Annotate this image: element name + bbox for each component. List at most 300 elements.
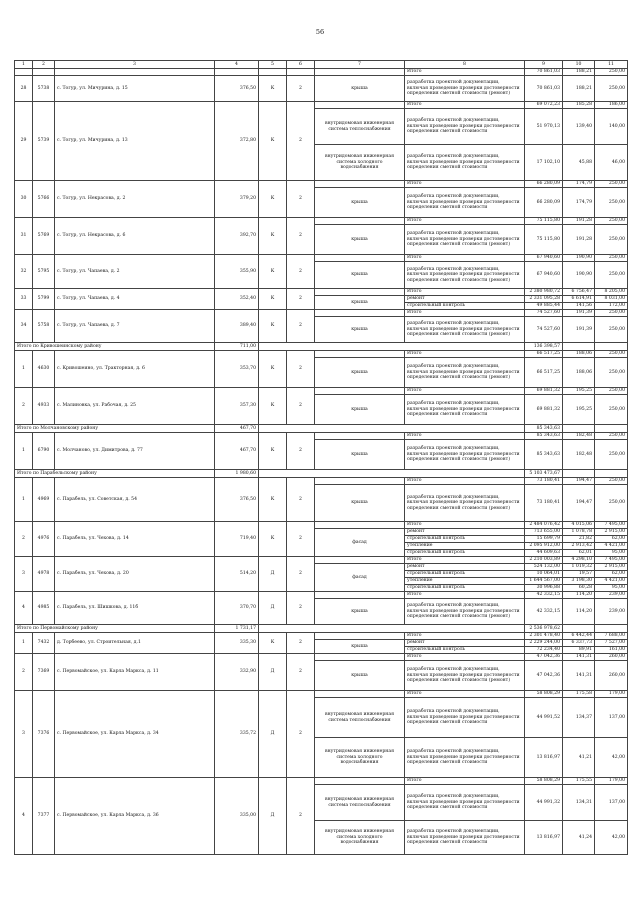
district-total-area: 467,70 [215, 425, 259, 433]
repair-system [315, 522, 405, 529]
floor-count: 2 [287, 351, 315, 388]
unit-cost: 6 756,47 [563, 289, 595, 296]
house-code: 4933 [33, 388, 55, 425]
house-area: 389,40 [215, 310, 259, 343]
district-total-sum: 5 103 473,67 [525, 470, 563, 478]
table-row [15, 522, 628, 529]
column-number-cell: 1 [15, 61, 33, 69]
repair-system [315, 478, 405, 485]
cost-limit: 250,00 [595, 310, 628, 317]
row-number: 31 [15, 218, 33, 255]
district-total-label: Итого по Парабельскому району [15, 470, 215, 478]
total-cost: 2 229 244,00 [525, 640, 563, 647]
house-class: Д [259, 654, 287, 691]
work-type: Итого [405, 433, 525, 440]
work-type: разработка проектной документации, включая проведение проверки достоверности определения сметной стоимости [405, 188, 525, 218]
house-address [55, 69, 215, 76]
unit-cost: 175,55 [563, 778, 595, 785]
house-code: 7377 [33, 778, 55, 855]
cost-limit: 62,00 [595, 571, 628, 578]
floor-count: 2 [287, 592, 315, 625]
house-code: 7432 [33, 633, 55, 654]
cost-limit: 250,00 [595, 351, 628, 358]
total-cost: 42 332,15 [525, 599, 563, 625]
unit-cost: 141,31 [563, 661, 595, 691]
row-number: 33 [15, 289, 33, 310]
cost-limit: 137,00 [595, 698, 628, 738]
house-class [259, 69, 287, 76]
total-cost: 73 180,41 [525, 485, 563, 522]
work-type: Итого [405, 102, 525, 109]
table-row [15, 255, 628, 262]
district-total-sum: 2 536 978,62 [525, 625, 563, 633]
unit-cost: 134,31 [563, 785, 595, 821]
unit-cost: 190,90 [563, 255, 595, 262]
empty-cell [595, 343, 628, 351]
work-type: ремонт [405, 529, 525, 536]
work-type: Итого [405, 351, 525, 358]
unit-cost: 41,24 [563, 821, 595, 855]
repair-system: крыша [315, 225, 405, 255]
repair-system [315, 388, 405, 395]
repair-system [315, 255, 405, 262]
row-number: 29 [15, 102, 33, 181]
repair-system: крыша [315, 262, 405, 289]
floor-count: 2 [287, 557, 315, 592]
total-cost: 2 331 095,28 [525, 296, 563, 303]
total-cost: 524 132,00 [525, 564, 563, 571]
unit-cost: 114,20 [563, 592, 595, 599]
cost-limit: 42,00 [595, 821, 628, 855]
table-row [15, 69, 628, 76]
repair-system: крыша [315, 76, 405, 102]
repair-system: крыша [315, 485, 405, 522]
total-cost: 70 861,03 [525, 76, 563, 102]
repair-system: внутридомовая инженерная система теплоснабжения [315, 109, 405, 145]
total-cost: 15 699,79 [525, 536, 563, 543]
district-total-sum: 85 343,63 [525, 425, 563, 433]
unit-cost: 182,48 [563, 440, 595, 470]
work-type: строительный контроль [405, 647, 525, 654]
repair-system: крыша [315, 358, 405, 388]
cost-limit: 250,00 [595, 255, 628, 262]
house-area: 335,72 [215, 691, 259, 778]
table-row [15, 181, 628, 188]
column-number-cell: 4 [215, 61, 259, 69]
empty-cell [595, 625, 628, 633]
district-total-label: Итого по Первомайскому району [15, 625, 215, 633]
unit-cost: 2 913,42 [563, 543, 595, 550]
house-area [215, 69, 259, 76]
total-cost: 75 115,80 [525, 225, 563, 255]
unit-cost: 4 015,06 [563, 522, 595, 529]
total-cost: 2 301 478,40 [525, 633, 563, 640]
empty-cell [595, 425, 628, 433]
house-code: 4630 [33, 351, 55, 388]
total-cost: 69 881,32 [525, 388, 563, 395]
row-number: 3 [15, 691, 33, 778]
house-area: 335,30 [215, 633, 259, 654]
unit-cost: 175,58 [563, 691, 595, 698]
work-type: разработка проектной документации, включая проведение проверки достоверности определения сметной стоимости [405, 109, 525, 145]
total-cost: 74 527,60 [525, 317, 563, 343]
cost-limit: 161,00 [595, 647, 628, 654]
repair-system [315, 633, 405, 640]
work-type: строительный контроль [405, 571, 525, 578]
empty-cell [259, 625, 525, 633]
table-row [15, 310, 628, 317]
house-code: 5766 [33, 181, 55, 218]
house-area: 353,70 [215, 351, 259, 388]
house-code: 6790 [33, 433, 55, 470]
work-type: Итого [405, 388, 525, 395]
cost-limit: 250,00 [595, 76, 628, 102]
unit-cost: 1 019,32 [563, 564, 595, 571]
table-row [15, 102, 628, 109]
work-type: строительный контроль [405, 536, 525, 543]
unit-cost: 3 198,30 [563, 578, 595, 585]
floor-count: 2 [287, 218, 315, 255]
unit-cost: 6 337,73 [563, 640, 595, 647]
cost-limit: 4 421,00 [595, 578, 628, 585]
work-type: разработка проектной документации, включая проведение проверки достоверности определения сметной стоимости [405, 145, 525, 181]
repair-system: внутридомовая инженерная система теплоснабжения [315, 698, 405, 738]
work-type: разработка проектной документации, включая проведение проверки достоверности определения сметной стоимости [405, 821, 525, 855]
house-address: с. Парабель, ул. Советская, д. 54 [55, 478, 215, 522]
house-address: с. Парабель, ул. Чехова, д. 20 [55, 557, 215, 592]
cost-limit: 179,00 [595, 691, 628, 698]
unit-cost: 190,90 [563, 262, 595, 289]
house-area: 379,20 [215, 181, 259, 218]
house-address: с. Кривошеино, ул. Тракторная, д. 6 [55, 351, 215, 388]
row-number: 2 [15, 522, 33, 557]
column-number-cell: 3 [55, 61, 215, 69]
house-class: К [259, 388, 287, 425]
district-total-row [15, 425, 628, 433]
floor-count: 2 [287, 478, 315, 522]
district-total-area: 1 731,17 [215, 625, 259, 633]
house-area: 370,70 [215, 592, 259, 625]
cost-limit: 7 527,00 [595, 640, 628, 647]
district-total-label: Итого по Кривошеинскому району [15, 343, 215, 351]
house-area: 355,90 [215, 255, 259, 289]
repair-system [315, 592, 405, 599]
total-cost: 2 095 912,00 [525, 543, 563, 550]
district-total-row [15, 343, 628, 351]
house-area: 335,00 [215, 778, 259, 855]
cost-limit: 140,00 [595, 109, 628, 145]
work-type: разработка проектной документации, включая проведение проверки достоверности определения сметной стоимости [405, 395, 525, 425]
work-type: разработка проектной документации, включая проведение проверки достоверности определения сметной стоимости (ремонт) [405, 76, 525, 102]
cost-limit: 250,00 [595, 440, 628, 470]
house-code: 5799 [33, 289, 55, 310]
repair-system: крыша [315, 440, 405, 470]
unit-cost: 174,79 [563, 188, 595, 218]
floor-count: 2 [287, 289, 315, 310]
repair-system: крыша [315, 296, 405, 310]
total-cost: 42 332,15 [525, 592, 563, 599]
column-number-cell: 8 [405, 61, 525, 69]
unit-cost: 60,28 [563, 585, 595, 592]
table-row [15, 592, 628, 599]
work-type: Итого [405, 478, 525, 485]
cost-limit: 250,00 [595, 188, 628, 218]
unit-cost: 114,20 [563, 599, 595, 625]
cost-limit: 239,00 [595, 599, 628, 625]
repair-system [315, 102, 405, 109]
floor-count: 2 [287, 76, 315, 102]
repair-system: внутридомовая инженерная система холодного водоснабжения [315, 821, 405, 855]
unit-cost: 191,39 [563, 317, 595, 343]
house-address: д. Торбеево, ул. Строительная, д.1 [55, 633, 215, 654]
work-type: Итого [405, 592, 525, 599]
house-address: с. Первомайское, ул. Карла Маркса, д. 34 [55, 691, 215, 778]
house-address: с. Первомайское, ул. Карла Маркса, д. 11 [55, 654, 215, 691]
house-class: К [259, 433, 287, 470]
unit-cost: 191,39 [563, 310, 595, 317]
total-cost: 2 210 003,89 [525, 557, 563, 564]
house-area: 352,40 [215, 289, 259, 310]
work-type: ремонт [405, 640, 525, 647]
cost-limit: 179,00 [595, 778, 628, 785]
repair-system: внутридомовая инженерная система теплоснабжения [315, 785, 405, 821]
repair-system: внутридомовая инженерная система холодного водоснабжения [315, 738, 405, 778]
unit-cost: 194,47 [563, 478, 595, 485]
house-code: 5769 [33, 218, 55, 255]
house-area: 467,70 [215, 433, 259, 470]
table-row [15, 478, 628, 485]
repair-system: крыша [315, 188, 405, 218]
cost-limit: 250,00 [595, 485, 628, 522]
cost-limit: 4 421,00 [595, 543, 628, 550]
house-address: с. Парабель, ул. Чехова, д. 14 [55, 522, 215, 557]
floor-count: 2 [287, 181, 315, 218]
house-class: Д [259, 691, 287, 778]
total-cost: 69 881,32 [525, 395, 563, 425]
unit-cost: 89,91 [563, 647, 595, 654]
table-row [15, 654, 628, 661]
table-row [15, 76, 628, 102]
unit-cost: 141,31 [563, 654, 595, 661]
house-class: К [259, 633, 287, 654]
row-number: 32 [15, 255, 33, 289]
house-class: К [259, 181, 287, 218]
unit-cost: 4 298,10 [563, 557, 595, 564]
unit-cost: 185,28 [563, 102, 595, 109]
district-total-row [15, 625, 628, 633]
unit-cost: 195,25 [563, 388, 595, 395]
unit-cost: 141,56 [563, 303, 595, 310]
total-cost: 67 940,60 [525, 262, 563, 289]
house-code: 4978 [33, 557, 55, 592]
unit-cost: 182,48 [563, 433, 595, 440]
row-number [15, 69, 33, 76]
repair-system: крыша [315, 661, 405, 691]
cost-limit: 95,00 [595, 585, 628, 592]
work-type: разработка проектной документации, включая проведение проверки достоверности определения сметной стоимости (ремонт) [405, 358, 525, 388]
total-cost: 47 042,36 [525, 654, 563, 661]
cost-limit: 2 915,00 [595, 529, 628, 536]
table-row [15, 289, 628, 296]
total-cost: 713 655,00 [525, 529, 563, 536]
work-type: разработка проектной документации, включая проведение проверки достоверности определения сметной стоимости (ремонт) [405, 317, 525, 343]
work-type: разработка проектной документации, включая проведение проверки достоверности определения сметной стоимости (ремонт) [405, 485, 525, 522]
unit-cost: 134,37 [563, 698, 595, 738]
total-cost: 2 484 076,42 [525, 522, 563, 529]
work-type: Итого [405, 557, 525, 564]
house-code: 5795 [33, 255, 55, 289]
unit-cost: 195,25 [563, 395, 595, 425]
total-cost: 30 996,88 [525, 585, 563, 592]
column-number-cell: 6 [287, 61, 315, 69]
house-area: 332,90 [215, 654, 259, 691]
total-cost: 58 808,29 [525, 691, 563, 698]
table-row [15, 388, 628, 395]
district-total-label: Итого по Молчановскому району [15, 425, 215, 433]
row-number: 2 [15, 388, 33, 425]
house-address: с. Тогур, ул. Мичурина, д. 13 [55, 102, 215, 181]
column-number-cell: 11 [595, 61, 628, 69]
house-class: Д [259, 778, 287, 855]
cost-limit: 137,00 [595, 785, 628, 821]
empty-cell [563, 625, 595, 633]
row-number: 1 [15, 478, 33, 522]
row-number: 28 [15, 76, 33, 102]
floor-count: 2 [287, 522, 315, 557]
floor-count: 2 [287, 310, 315, 343]
table-row [15, 778, 628, 785]
empty-cell [259, 425, 525, 433]
house-code: 4969 [33, 478, 55, 522]
row-number: 1 [15, 351, 33, 388]
work-type: Итого [405, 654, 525, 661]
total-cost: 51 970,13 [525, 109, 563, 145]
house-address: с. Тогур, ул. Некрасова, д. 2 [55, 181, 215, 218]
total-cost: 49 885,44 [525, 303, 563, 310]
house-address: с. Тогур, ул. Чапаева, д. 4 [55, 289, 215, 310]
row-number: 1 [15, 633, 33, 654]
floor-count: 2 [287, 388, 315, 425]
total-cost: 1 644 567,00 [525, 578, 563, 585]
cost-limit: 8 205,00 [595, 289, 628, 296]
floor-count: 2 [287, 255, 315, 289]
district-total-area: 1 980,60 [215, 470, 259, 478]
repair-system [315, 654, 405, 661]
house-class: К [259, 310, 287, 343]
house-area: 357,30 [215, 388, 259, 425]
total-cost: 44 991,52 [525, 698, 563, 738]
row-number: 4 [15, 778, 33, 855]
house-address: с. Тогур, ул. Мичурина, д. 15 [55, 76, 215, 102]
house-area: 719,40 [215, 522, 259, 557]
district-total-area: 711,00 [215, 343, 259, 351]
house-class: Д [259, 592, 287, 625]
cost-limit: 250,00 [595, 358, 628, 388]
unit-cost: 45,88 [563, 145, 595, 181]
table-row [15, 691, 628, 698]
total-cost: 67 940,60 [525, 255, 563, 262]
table-row [15, 433, 628, 440]
repair-system: крыша [315, 640, 405, 654]
cost-limit: 250,00 [595, 388, 628, 395]
work-type: Итого [405, 69, 525, 76]
house-address: с. Тогур, ул. Некрасова, д. 6 [55, 218, 215, 255]
unit-cost: 6 614,91 [563, 296, 595, 303]
cost-limit: 7 688,00 [595, 633, 628, 640]
total-cost: 75 115,80 [525, 218, 563, 225]
cost-limit: 46,00 [595, 145, 628, 181]
house-class: К [259, 522, 287, 557]
repair-system [315, 181, 405, 188]
house-class: К [259, 255, 287, 289]
house-code: 4976 [33, 522, 55, 557]
house-code: 5738 [33, 76, 55, 102]
repair-system: крыша [315, 599, 405, 625]
house-address: с. Малиновка, ул. Рабочая, д. 25 [55, 388, 215, 425]
empty-cell [563, 343, 595, 351]
work-type: Итого [405, 522, 525, 529]
cost-limit: 250,00 [595, 317, 628, 343]
column-number-cell: 5 [259, 61, 287, 69]
total-cost: 47 042,36 [525, 661, 563, 691]
cost-limit: 7 495,00 [595, 557, 628, 564]
repair-system [315, 69, 405, 76]
work-type: Итого [405, 218, 525, 225]
house-class: К [259, 218, 287, 255]
unit-cost: 194,47 [563, 485, 595, 522]
work-type: Итого [405, 289, 525, 296]
unit-cost: 191,28 [563, 225, 595, 255]
floor-count: 2 [287, 778, 315, 855]
total-cost: 70 861,03 [525, 69, 563, 76]
table-row [15, 218, 628, 225]
cost-limit: 250,00 [595, 433, 628, 440]
total-cost: 13 816,97 [525, 821, 563, 855]
column-number-cell: 10 [563, 61, 595, 69]
house-class: К [259, 351, 287, 388]
total-cost: 66 517,25 [525, 351, 563, 358]
row-number: 2 [15, 654, 33, 691]
house-code: 4985 [33, 592, 55, 625]
row-number: 30 [15, 181, 33, 218]
work-type: ремонт [405, 296, 525, 303]
empty-cell [563, 425, 595, 433]
unit-cost: 188,06 [563, 358, 595, 388]
cost-limit: 172,00 [595, 303, 628, 310]
house-area: 376,50 [215, 76, 259, 102]
house-class: Д [259, 557, 287, 592]
row-number: 3 [15, 557, 33, 592]
work-type: разработка проектной документации, включая проведение проверки достоверности определения сметной стоимости (ремонт) [405, 661, 525, 691]
house-area: 514,20 [215, 557, 259, 592]
table-row [15, 557, 628, 564]
cost-limit: 62,00 [595, 536, 628, 543]
house-address: с. Парабель, ул. Шишкова, д. 11б [55, 592, 215, 625]
floor-count: 2 [287, 633, 315, 654]
unit-cost: 21,82 [563, 536, 595, 543]
repair-system: крыша [315, 317, 405, 343]
floor-count [287, 69, 315, 76]
house-code [33, 69, 55, 76]
work-type: разработка проектной документации, включая проведение проверки достоверности определения сметной стоимости [405, 785, 525, 821]
table-row [15, 633, 628, 640]
work-type: Итого [405, 778, 525, 785]
total-cost: 74 527,60 [525, 310, 563, 317]
floor-count: 2 [287, 691, 315, 778]
work-type: строительный контроль [405, 550, 525, 557]
cost-limit: 7 495,00 [595, 522, 628, 529]
house-address: с. Тогур, ул. Чапаева, д. 7 [55, 310, 215, 343]
